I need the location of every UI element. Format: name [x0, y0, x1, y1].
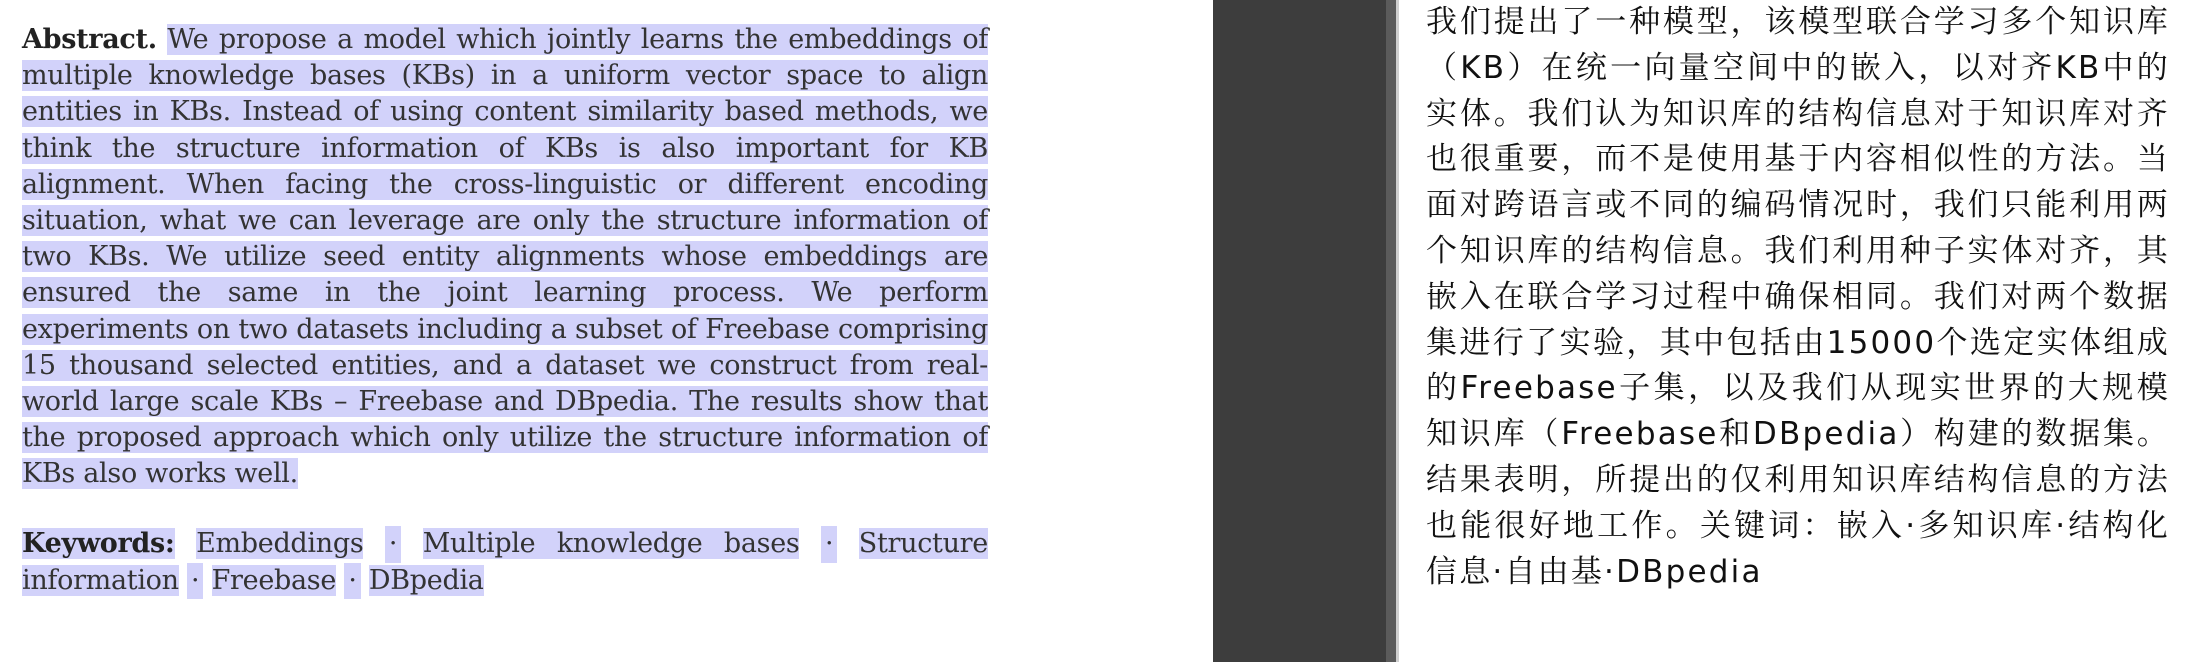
keyword-item[interactable]: DBpedia	[368, 564, 484, 596]
abstract-paragraph[interactable]	[22, 22, 988, 493]
keyword-separator: ·	[187, 563, 203, 600]
pane-divider[interactable]	[1213, 0, 1386, 662]
keywords-paragraph[interactable]	[22, 526, 988, 599]
translation-text[interactable]: 我们提出了一种模型，该模型联合学习多个知识库（KB）在统一向量空间中的嵌入，以对齐KB中的实体。我们认为知识库的结构信息对于知识库对齐也很重要，而不是使用基于内容相似性的方法。当面对跨语言或不同的编码情况时，我们只能利用两个知识库的结构信息。我们利用种子实体对齐，其嵌入在联合学习过程中确保相同。我们对两个数据集进行了实验，其中包括由15000个选定实体组成的Freebase子集，以及我们从现实世界的大规模知识库（Freebase和DBpedia）构建的数据集。结果表明，所提出的仅利用知识库结构信息的方法也能很好地工作。关键词：嵌入·多知识库·结构化信息·自由基·DBpedia	[1426, 4, 2170, 590]
keyword-separator: ·	[344, 563, 360, 600]
keyword-item[interactable]: Multiple knowledge bases	[422, 528, 800, 559]
translation-panel-border	[1396, 0, 1399, 662]
keyword-item[interactable]: Freebase	[211, 564, 337, 596]
pane-divider-edge	[1386, 0, 1396, 662]
keyword-separator: ·	[385, 526, 401, 563]
abstract-label: Abstract.	[22, 24, 157, 55]
keyword-separator: ·	[821, 526, 837, 563]
keyword-item[interactable]: Embeddings	[196, 528, 364, 559]
translation-panel[interactable]	[1396, 0, 2198, 662]
abstract-selected-text[interactable]: We propose a model which jointly learns the embeddings of multiple knowledge bases (KBs) in a uniform vector space to align entities in KBs. Instead of using content similarity based methods, we think the structure information of KBs is also important for KB alignment. When facing the cross-linguistic or different encoding situation, what we can leverage are only the structure information of two KBs. We utilize seed entity alignments whose embeddings are ensured the same in the joint learning process. We perform experiments on two datasets including a subset of Freebase comprising 15 thousand selected entities, and a dataset we construct from real-world large scale KBs – Freebase and DBpedia. The results show that the proposed approach which only utilize the structure information of KBs also works well.	[22, 24, 988, 490]
keyword-item[interactable]: Structure information	[22, 528, 988, 596]
keywords-label: Keywords:	[22, 528, 175, 559]
